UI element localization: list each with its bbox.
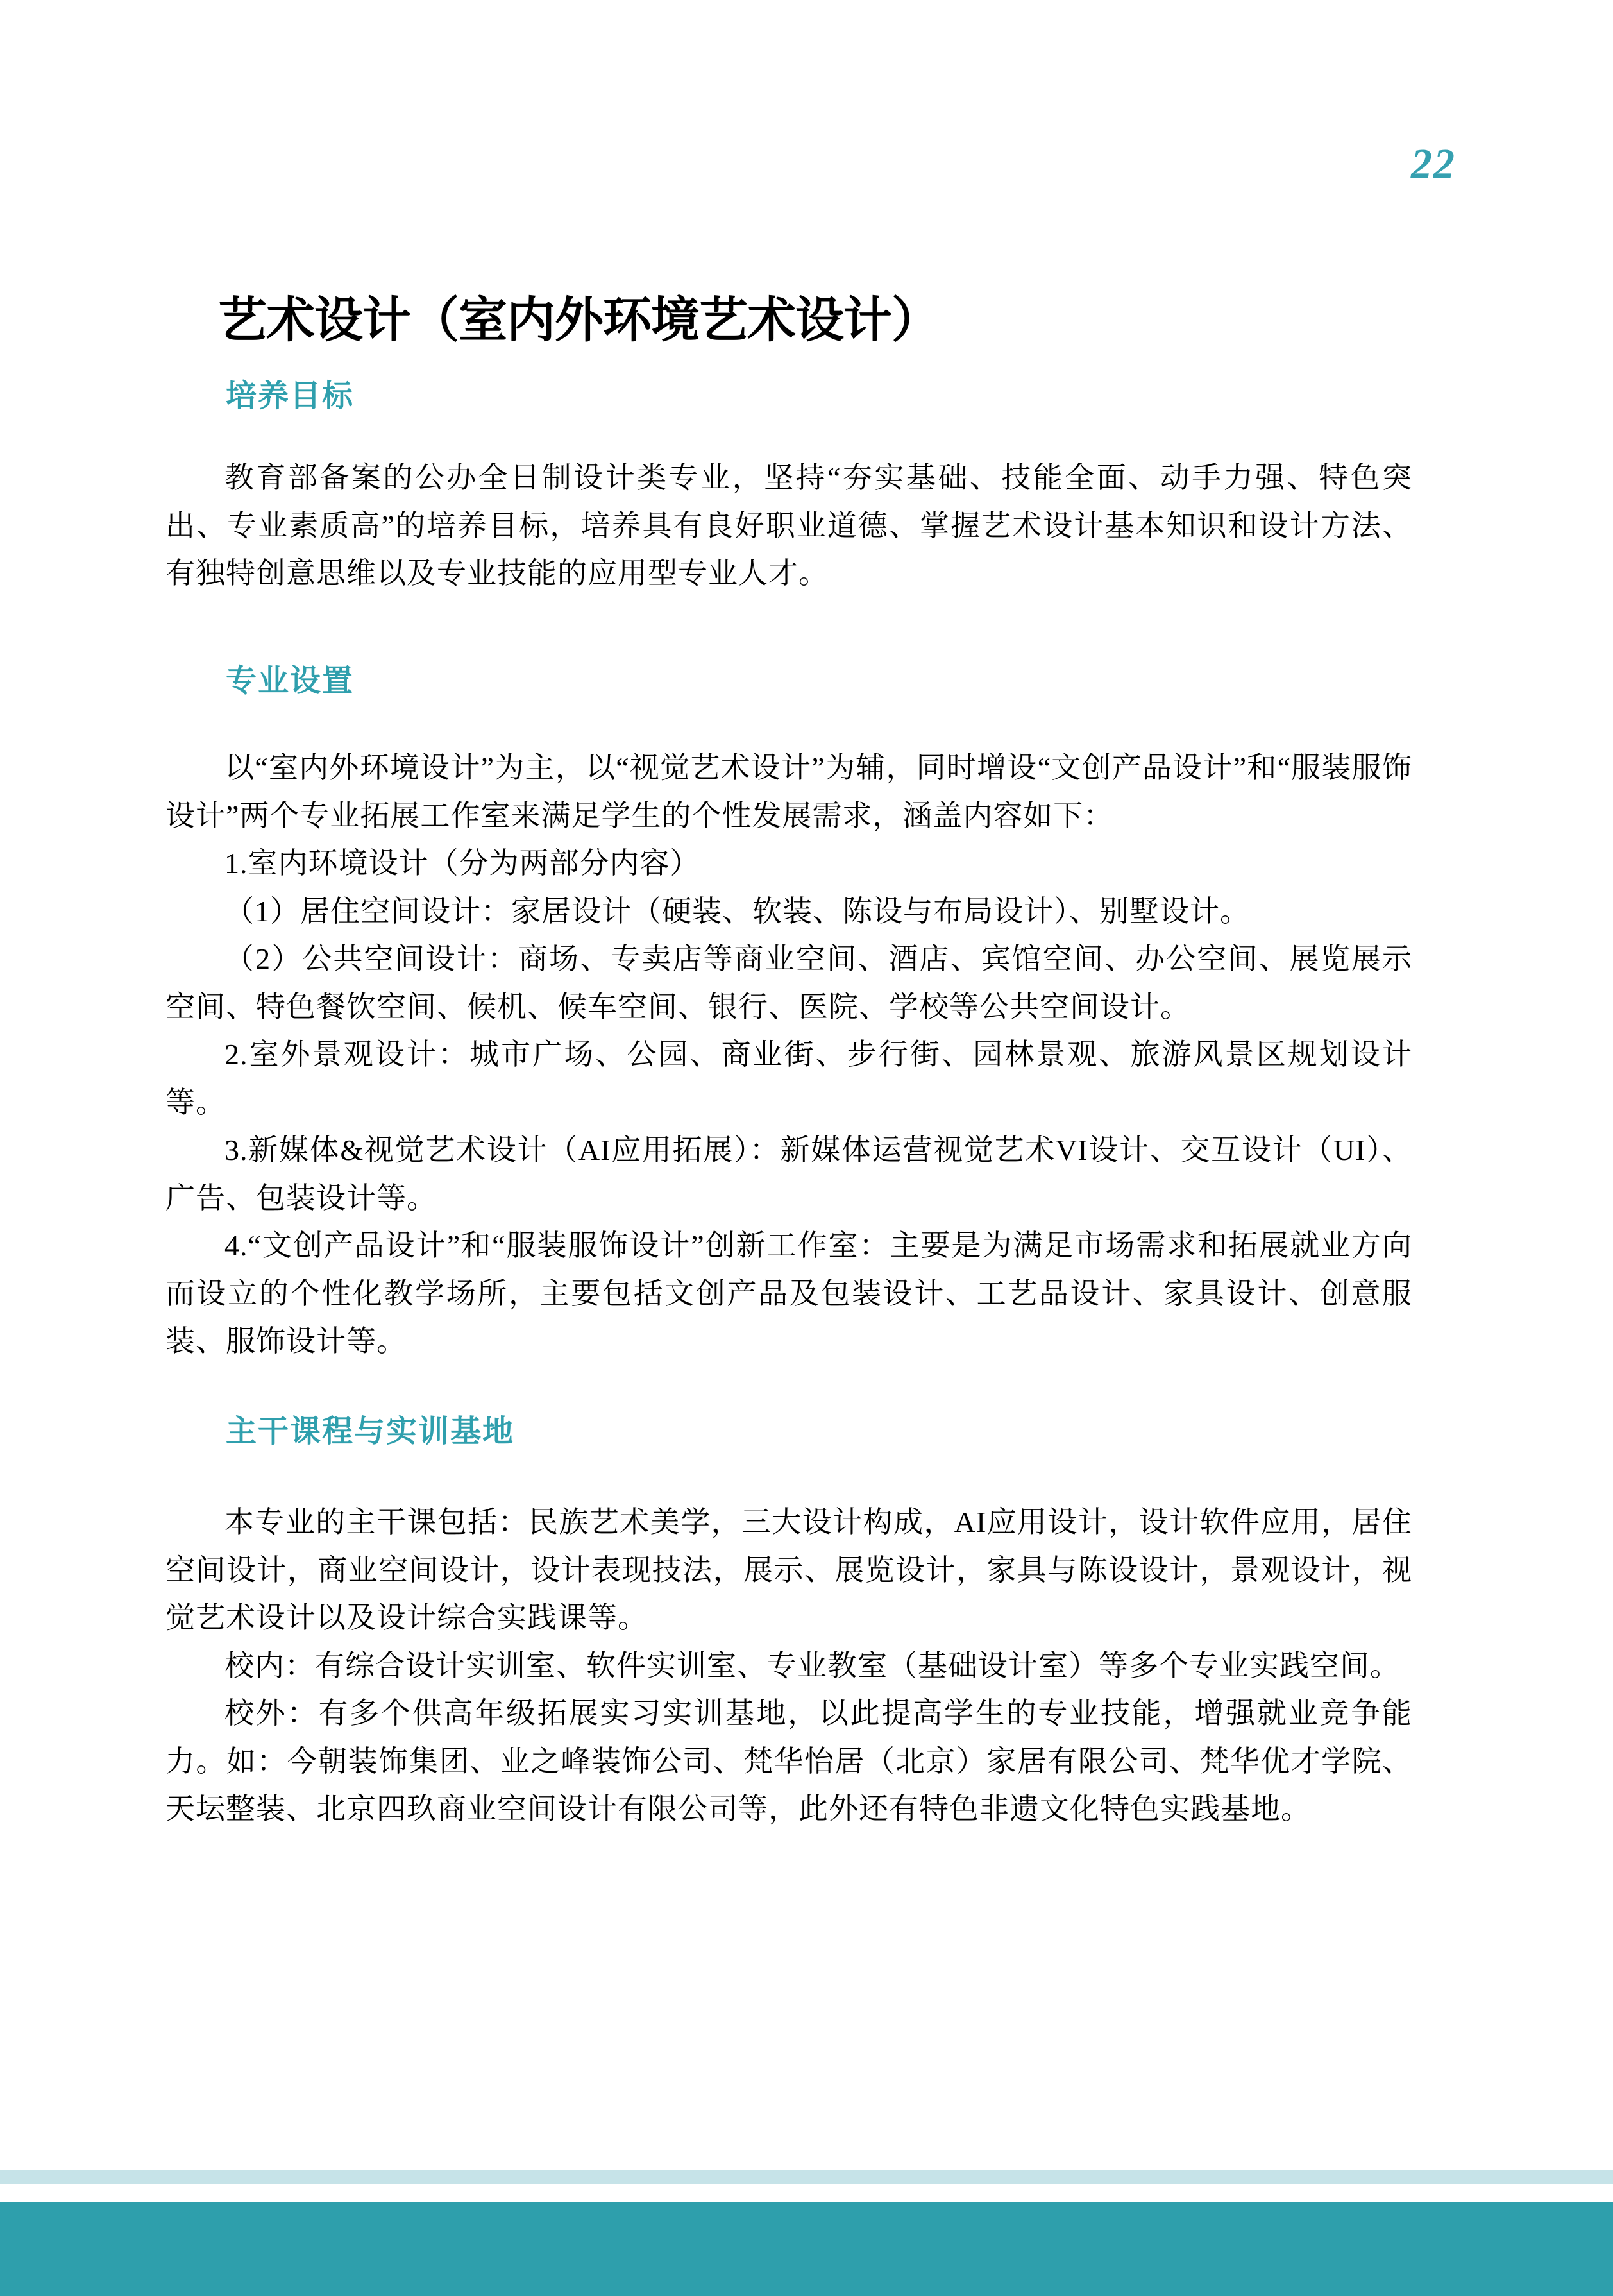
page-title: 艺术设计（室内外环境艺术设计） bbox=[218, 294, 940, 348]
paragraph: 3.新媒体&视觉艺术设计（AI应用拓展）：新媒体运营视觉艺术VI设计、交互设计（UI）、广告、包装设计等。 bbox=[165, 1134, 1412, 1214]
footer-light-bar bbox=[0, 2170, 1613, 2184]
paragraph: 教育部备案的公办全日制设计类专业，坚持“夯实基础、技能全面、动手力强、特色突出、专业素质高”的培养目标，培养具有良好职业道德、掌握艺术设计基本知识和设计方法、有独特创意思维以及专业技能的应用型专业人才。 bbox=[165, 461, 1412, 590]
paragraph: （1）居住空间设计：家居设计（硬装、软装、陈设与布局设计）、别墅设计。 bbox=[224, 894, 1250, 928]
section-body-major-setup bbox=[165, 744, 1412, 1366]
paragraph: 校内：有综合设计实训室、软件实训室、专业教室（基础设计室）等多个专业实践空间。 bbox=[224, 1649, 1400, 1682]
paragraph: 本专业的主干课包括：民族艺术美学，三大设计构成，AI应用设计，设计软件应用，居住空间设计，商业空间设计，设计表现技法，展示、展览设计，家具与陈设设计，景观设计，视觉艺术设计以及设计综合实践课等。 bbox=[165, 1506, 1412, 1634]
section-heading-training-objectives: 培养目标 bbox=[226, 379, 355, 413]
paragraph: （2）公共空间设计：商场、专卖店等商业空间、酒店、宾馆空间、办公空间、展览展示空间、特色餐饮空间、候机、候车空间、银行、医院、学校等公共空间设计。 bbox=[165, 942, 1412, 1023]
paragraph: 以“室内外环境设计”为主，以“视觉艺术设计”为辅，同时增设“文创产品设计”和“服装服饰设计”两个专业拓展工作室来满足学生的个性发展需求，涵盖内容如下： bbox=[165, 751, 1412, 832]
footer-dark-bar bbox=[0, 2202, 1613, 2296]
paragraph: 1.室内环境设计（分为两部分内容） bbox=[224, 847, 700, 880]
section-body-training-objectives bbox=[165, 454, 1412, 598]
paragraph: 4.“文创产品设计”和“服装服饰设计”创新工作室：主要是为满足市场需求和拓展就业方向而设立的个性化教学场所，主要包括文创产品及包装设计、工艺品设计、家具设计、创意服装、服饰设计等。 bbox=[165, 1229, 1412, 1357]
section-body-core-courses-training-bases bbox=[165, 1499, 1412, 1833]
paragraph: 校外：有多个供高年级拓展实习实训基地，以此提高学生的专业技能，增强就业竞争能力。如：今朝装饰集团、业之峰装饰公司、梵华怡居（北京）家居有限公司、梵华优才学院、天坛整装、北京四玖商业空间设计有限公司等，此外还有特色非遗文化特色实践基地。 bbox=[165, 1697, 1412, 1825]
paragraph: 2.室外景观设计：城市广场、公园、商业街、步行街、园林景观、旅游风景区规划设计等。 bbox=[165, 1038, 1412, 1119]
section-heading-core-courses-training-bases: 主干课程与实训基地 bbox=[226, 1415, 515, 1449]
section-heading-major-setup: 专业设置 bbox=[226, 664, 355, 698]
page-number: 22 bbox=[1411, 140, 1456, 187]
